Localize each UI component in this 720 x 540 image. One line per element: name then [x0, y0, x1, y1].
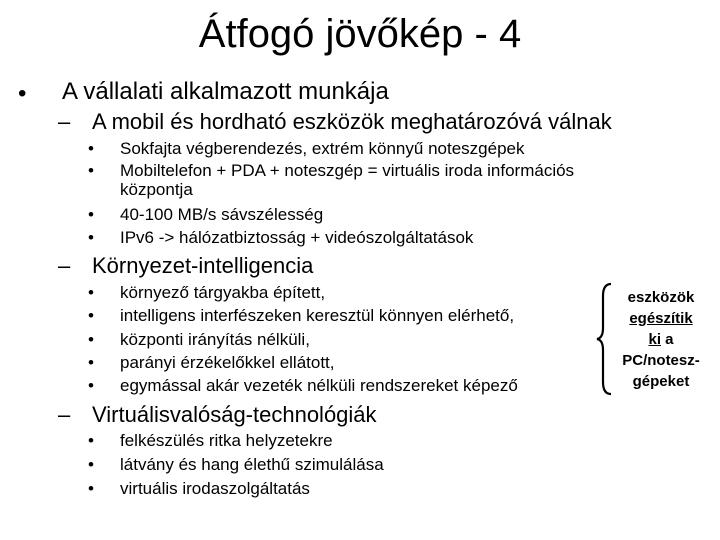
dash-marker: –	[58, 253, 71, 278]
side-note-line: gépeket	[632, 373, 690, 390]
bullet-marker: •	[88, 205, 94, 224]
section-heading-vr: Virtuálisvalóság-technológiák	[92, 402, 377, 427]
bullet-marker: •	[88, 330, 94, 349]
list-item: látvány és hang élethű szimulálása	[120, 455, 384, 474]
list-item: 40-100 MB/s sávszélesség	[120, 205, 324, 224]
list-item: virtuális irodaszolgáltatás	[120, 479, 310, 498]
list-item: intelligens interfészeken keresztül könnyen elérhető,	[120, 306, 515, 325]
dash-marker: –	[58, 402, 71, 427]
bullet-marker: •	[88, 455, 94, 474]
bullet-marker: •	[88, 431, 94, 450]
bullet-marker: •	[88, 376, 94, 395]
bullet-marker: •	[88, 283, 94, 302]
side-note-line: egészítik	[629, 310, 693, 327]
side-note-line: PC/notesz-	[622, 352, 700, 369]
main-point: A vállalati alkalmazott munkája	[62, 78, 389, 105]
bullet-marker: •	[88, 353, 94, 372]
bullet-marker: •	[88, 479, 94, 498]
side-note-rest: a	[661, 331, 674, 348]
side-note	[610, 287, 712, 392]
side-note-line	[610, 329, 712, 350]
section-heading-mobile: A mobil és hordható eszközök meghatározóvá válnak	[92, 109, 612, 134]
bullet-marker: •	[88, 228, 94, 247]
section-heading-ambient: Környezet-intelligencia	[92, 253, 314, 278]
list-item: központi irányítás nélküli,	[120, 330, 310, 349]
bullet-marker: •	[18, 80, 27, 107]
list-item: parányi érzékelőkkel ellátott,	[120, 353, 335, 372]
list-item: IPv6 -> hálózatbiztosság + videószolgáltatások	[120, 228, 474, 247]
side-note-line: eszközök	[627, 289, 695, 306]
bullet-marker: •	[88, 161, 94, 180]
list-item: környező tárgyakba épített,	[120, 283, 326, 302]
side-note-underlined: ki	[648, 331, 661, 348]
list-item: Mobiltelefon + PDA + noteszgép = virtuális iroda információs	[120, 161, 575, 180]
bullet-marker: •	[88, 306, 94, 325]
bullet-marker: •	[88, 139, 94, 158]
list-item: egymással akár vezeték nélküli rendszereket képező	[120, 376, 518, 395]
list-item-continuation: központja	[120, 180, 193, 199]
list-item: Sokfajta végberendezés, extrém könnyű noteszgépek	[120, 139, 525, 158]
dash-marker: –	[58, 109, 71, 134]
list-item: felkészülés ritka helyzetekre	[120, 431, 333, 450]
slide-title: Átfogó jövőkép - 4	[198, 12, 522, 56]
